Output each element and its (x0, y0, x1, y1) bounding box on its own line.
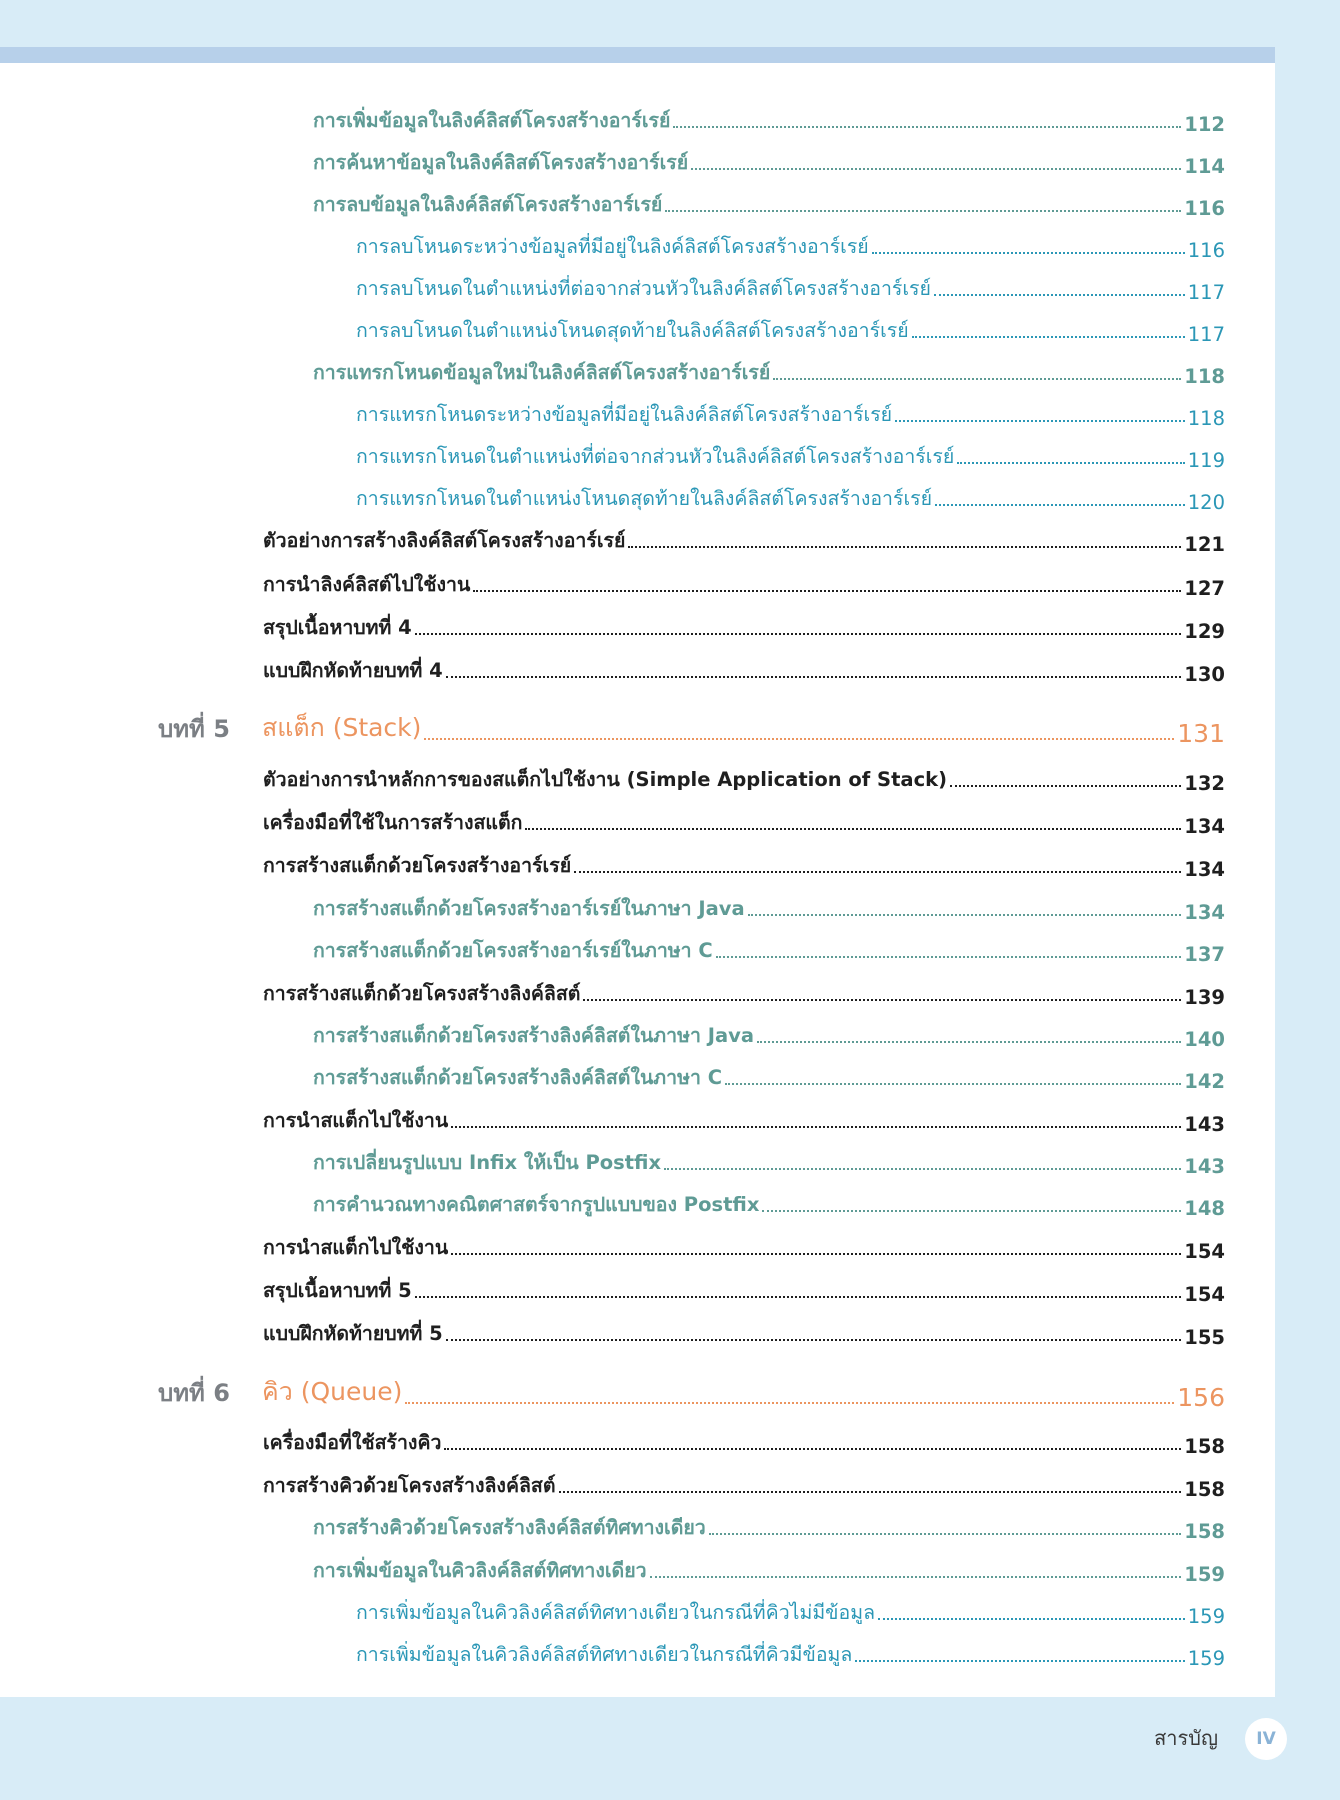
toc-entry-title: การลบโหนดในตำแหน่งโหนดสุดท้ายในลิงค์ลิสต์โครงสร้างอาร์เรย์ (356, 319, 909, 342)
toc-entry-title: สรุปเนื้อหาบทที่ 4 (263, 616, 412, 639)
toc-entry-line (263, 1227, 1225, 1263)
toc-entry-line (263, 1313, 1225, 1349)
toc-page-number: 117 (1187, 281, 1225, 304)
toc-page-number: 155 (1184, 1326, 1225, 1349)
toc-page-number: 116 (1184, 197, 1225, 220)
toc-entry[interactable] (0, 478, 1275, 514)
chapter-number: บทที่ 5 (158, 715, 230, 743)
toc-entry-line (356, 310, 1225, 346)
toc-entry[interactable] (0, 564, 1275, 600)
leader-dots (628, 546, 1181, 548)
toc-entry-title: การนำสแต็กไปใช้งาน (263, 1109, 449, 1132)
toc-entry-line (356, 1592, 1225, 1628)
toc-entry-line (313, 888, 1225, 924)
toc-entry[interactable] (0, 1465, 1275, 1501)
leader-dots (664, 1168, 1181, 1170)
leader-dots (950, 785, 1181, 787)
toc-entry-title: การสร้างสแต็กด้วยโครงสร้างลิงค์ลิสต์ในภาษา Java (313, 1024, 754, 1047)
toc-entry-title: การเพิ่มข้อมูลในลิงค์ลิสต์โครงสร้างอาร์เรย์ (313, 109, 671, 132)
toc-entry-title: การแทรกโหนดระหว่างข้อมูลที่มีอยู่ในลิงค์ลิสต์โครงสร้างอาร์เรย์ (356, 403, 893, 426)
toc-entry-title: เครื่องมือที่ใช้สร้างคิว (263, 1431, 442, 1454)
leader-dots (673, 126, 1181, 128)
toc-page-number: 112 (1184, 113, 1225, 136)
leader-dots (451, 1126, 1181, 1128)
toc-entry-title: ตัวอย่างการสร้างลิงค์ลิสต์โครงสร้างอาร์เรย์ (263, 529, 626, 552)
toc-entry[interactable] (0, 1422, 1275, 1458)
toc-page-number: 143 (1184, 1155, 1225, 1178)
toc-entry-title: การแทรกโหนดในตำแหน่งที่ต่อจากส่วนหัวในลิงค์ลิสต์โครงสร้างอาร์เรย์ (356, 445, 955, 468)
toc-entry[interactable] (0, 184, 1275, 220)
toc-entry-title: การสร้างคิวด้วยโครงสร้างลิงค์ลิสต์ทิศทางเดียว (313, 1516, 706, 1539)
toc-entry-title: การนำสแต็กไปใช้งาน (263, 1236, 449, 1259)
leader-dots (872, 252, 1185, 254)
toc-page-number: 121 (1184, 533, 1225, 556)
toc-entry-line (313, 1184, 1225, 1220)
toc-page-number: 159 (1184, 1563, 1225, 1586)
leader-dots (934, 294, 1185, 296)
toc-entry-line (263, 1270, 1225, 1306)
toc-entry[interactable] (0, 142, 1275, 178)
leader-dots (574, 871, 1181, 873)
toc-entry-line (313, 1057, 1225, 1093)
toc-entry[interactable] (0, 1313, 1275, 1349)
toc-entry[interactable] (0, 520, 1275, 556)
leader-dots (757, 1041, 1181, 1043)
toc-entry-title: สรุปเนื้อหาบทที่ 5 (263, 1279, 412, 1302)
toc-page-number: 127 (1184, 577, 1225, 600)
toc-entry[interactable] (0, 845, 1275, 881)
toc-entry-line (263, 1100, 1225, 1136)
toc-entry-title: การสร้างสแต็กด้วยโครงสร้างอาร์เรย์ในภาษา Java (313, 897, 745, 920)
toc-page-number: 154 (1184, 1283, 1225, 1306)
toc-entry-line (263, 1465, 1225, 1501)
toc-page-number: 119 (1187, 449, 1225, 472)
toc-page-number: 134 (1184, 858, 1225, 881)
toc-entry[interactable] (0, 1100, 1275, 1136)
toc-entry-title: การสร้างสแต็กด้วยโครงสร้างลิงค์ลิสต์ (263, 982, 581, 1005)
leader-dots (446, 676, 1182, 678)
leader-dots (559, 1491, 1182, 1493)
toc-entry-line (313, 352, 1225, 388)
toc-entry-title: การสร้างสแต็กด้วยโครงสร้างลิงค์ลิสต์ในภาษา C (313, 1066, 723, 1089)
toc-entry-title: การเพิ่มข้อมูลในคิวลิงค์ลิสต์ทิศทางเดียว (313, 1559, 647, 1582)
leader-dots (935, 504, 1185, 506)
toc-page-number: 120 (1187, 491, 1225, 514)
toc-entry-title: ตัวอย่างการนำหลักการของสแต็กไปใช้งาน (Simple Application of Stack) (263, 768, 948, 791)
toc-entry[interactable] (0, 394, 1275, 430)
toc-entry-line (356, 1634, 1225, 1670)
leader-dots (878, 1618, 1185, 1620)
toc-page-number: 131 (1177, 719, 1225, 748)
footer-label: สารบัญ (1154, 1726, 1218, 1750)
toc-entry-line (263, 845, 1225, 881)
toc-entry-title: การแทรกโหนดข้อมูลใหม่ในลิงค์ลิสต์โครงสร้างอาร์เรย์ (313, 361, 771, 384)
toc-chapter[interactable] (0, 712, 1275, 748)
leader-dots (665, 210, 1181, 212)
toc-entry[interactable] (0, 1015, 1275, 1051)
toc-page-number: 159 (1187, 1647, 1225, 1670)
leader-dots (405, 1402, 1174, 1404)
toc-page-number: 140 (1184, 1028, 1225, 1051)
toc-entry-title: การลบข้อมูลในลิงค์ลิสต์โครงสร้างอาร์เรย์ (313, 193, 663, 216)
toc-entry-line (263, 1422, 1225, 1458)
toc-entry[interactable] (0, 1634, 1275, 1670)
leader-dots (451, 1253, 1181, 1255)
leader-dots (773, 378, 1181, 380)
toc-entry-title: การคำนวณทางคณิตศาสตร์จากรูปแบบของ Postfix (313, 1193, 760, 1216)
toc-entry-title: การเพิ่มข้อมูลในคิวลิงค์ลิสต์ทิศทางเดียวในกรณีที่คิวมีข้อมูล (356, 1643, 853, 1666)
page-number-badge: IV (1245, 1718, 1287, 1760)
toc-entry[interactable] (0, 650, 1275, 686)
toc-entry-title: การลบโหนดระหว่างข้อมูลที่มีอยู่ในลิงค์ลิสต์โครงสร้างอาร์เรย์ (356, 235, 869, 258)
toc-page-number: 156 (1177, 1383, 1225, 1412)
toc-page-number: 143 (1184, 1113, 1225, 1136)
toc-entry[interactable] (0, 352, 1275, 388)
toc-entry-line (263, 564, 1225, 600)
toc-page-number: 116 (1187, 239, 1225, 262)
leader-dots (415, 1296, 1182, 1298)
toc-page-number: 159 (1187, 1605, 1225, 1628)
header-band (0, 47, 1275, 63)
toc-entry-line (313, 100, 1225, 136)
toc-page-number: 132 (1184, 772, 1225, 795)
toc-entry-line (356, 268, 1225, 304)
toc-entry-line (313, 142, 1225, 178)
toc-entry[interactable] (0, 100, 1275, 136)
toc-entry[interactable] (0, 930, 1275, 966)
toc-entry[interactable] (0, 268, 1275, 304)
toc-entry-line (313, 1507, 1225, 1543)
toc-entry[interactable] (0, 802, 1275, 838)
toc-entry-title: คิว (Queue) (262, 1377, 403, 1406)
toc-page-number: 134 (1184, 815, 1225, 838)
toc-entry-title: แบบฝึกหัดท้ายบทที่ 5 (263, 1322, 443, 1345)
toc-entry[interactable] (0, 1227, 1275, 1263)
toc-entry-title: การแทรกโหนดในตำแหน่งโหนดสุดท้ายในลิงค์ลิสต์โครงสร้างอาร์เรย์ (356, 487, 933, 510)
leader-dots (444, 1448, 1181, 1450)
toc-entry-line (356, 394, 1225, 430)
leader-dots (583, 999, 1181, 1001)
toc-entry-title: การสร้างคิวด้วยโครงสร้างลิงค์ลิสต์ (263, 1474, 556, 1497)
toc-entry[interactable] (0, 1270, 1275, 1306)
leader-dots (691, 168, 1181, 170)
toc-entry-line (263, 607, 1225, 643)
toc-entry-title: การเพิ่มข้อมูลในคิวลิงค์ลิสต์ทิศทางเดียวในกรณีที่คิวไม่มีข้อมูล (356, 1601, 876, 1624)
toc-entry-line (263, 520, 1225, 556)
toc-entry-title: เครื่องมือที่ใช้ในการสร้างสแต็ก (263, 811, 523, 834)
toc-entry-line (262, 712, 1225, 748)
toc-chapter[interactable] (0, 1376, 1275, 1412)
chapter-number: บทที่ 6 (158, 1379, 230, 1407)
leader-dots (525, 828, 1181, 830)
toc-entry-line (313, 1015, 1225, 1051)
toc-entry[interactable] (0, 1592, 1275, 1628)
leader-dots (709, 1533, 1182, 1535)
leader-dots (725, 1083, 1181, 1085)
leader-dots (650, 1576, 1182, 1578)
toc-entry-line (313, 930, 1225, 966)
leader-dots (415, 633, 1182, 635)
toc-entry-line (356, 436, 1225, 472)
toc-entry-line (313, 1550, 1225, 1586)
leader-dots (424, 738, 1174, 740)
toc-entry-line (313, 184, 1225, 220)
toc-entry[interactable] (0, 888, 1275, 924)
leader-dots (912, 336, 1185, 338)
toc-entry[interactable] (0, 310, 1275, 346)
toc-page-number: 118 (1184, 365, 1225, 388)
toc-entry[interactable] (0, 1142, 1275, 1178)
toc-entry[interactable] (0, 1184, 1275, 1220)
toc-entry-title: การลบโหนดในตำแหน่งที่ต่อจากส่วนหัวในลิงค์ลิสต์โครงสร้างอาร์เรย์ (356, 277, 931, 300)
toc-entry[interactable] (0, 1550, 1275, 1586)
leader-dots (748, 914, 1182, 916)
toc-entry-line (263, 973, 1225, 1009)
toc-page-number: 158 (1184, 1520, 1225, 1543)
toc-entry-title: การเปลี่ยนรูปแบบ Infix ให้เป็น Postfix (313, 1151, 662, 1174)
toc-page-number: 137 (1184, 943, 1225, 966)
toc-entry[interactable] (0, 759, 1275, 795)
toc-page-number: 134 (1184, 901, 1225, 924)
toc-page-number: 117 (1187, 323, 1225, 346)
toc-page-number: 154 (1184, 1240, 1225, 1263)
toc-entry-line (313, 1142, 1225, 1178)
toc-page-number: 142 (1184, 1070, 1225, 1093)
toc-page-number: 139 (1184, 986, 1225, 1009)
toc-entry[interactable] (0, 1507, 1275, 1543)
toc-entry-line (356, 478, 1225, 514)
toc-page-number: 114 (1184, 155, 1225, 178)
leader-dots (957, 462, 1184, 464)
toc-entry-line (263, 759, 1225, 795)
toc-entry-title: การนำลิงค์ลิสต์ไปใช้งาน (263, 573, 471, 596)
side-strip (1275, 0, 1340, 1800)
leader-dots (855, 1660, 1184, 1662)
toc-entry-line (356, 226, 1225, 262)
toc-entry-title: การสร้างสแต็กด้วยโครงสร้างอาร์เรย์ในภาษา C (313, 939, 713, 962)
toc-entry[interactable] (0, 226, 1275, 262)
toc-entry[interactable] (0, 973, 1275, 1009)
leader-dots (716, 956, 1182, 958)
leader-dots (895, 420, 1185, 422)
leader-dots (446, 1339, 1182, 1341)
toc-entry[interactable] (0, 607, 1275, 643)
toc-entry-title: สแต็ก (Stack) (262, 713, 422, 742)
leader-dots (473, 590, 1181, 592)
toc-entry-title: การค้นหาข้อมูลในลิงค์ลิสต์โครงสร้างอาร์เรย์ (313, 151, 689, 174)
toc-entry[interactable] (0, 436, 1275, 472)
toc-entry-line (263, 650, 1225, 686)
toc-entry-line (263, 802, 1225, 838)
toc-page-number: 118 (1187, 407, 1225, 430)
toc-entry[interactable] (0, 1057, 1275, 1093)
toc-entry-line (262, 1376, 1225, 1412)
toc-page-number: 130 (1184, 663, 1225, 686)
leader-dots (762, 1210, 1181, 1212)
toc-entry-title: แบบฝึกหัดท้ายบทที่ 4 (263, 659, 443, 682)
toc-page-number: 158 (1184, 1435, 1225, 1458)
toc-entry-title: การสร้างสแต็กด้วยโครงสร้างอาร์เรย์ (263, 854, 572, 877)
toc-page-number: 148 (1184, 1197, 1225, 1220)
toc-page-number: 129 (1184, 620, 1225, 643)
toc-page-number: 158 (1184, 1478, 1225, 1501)
